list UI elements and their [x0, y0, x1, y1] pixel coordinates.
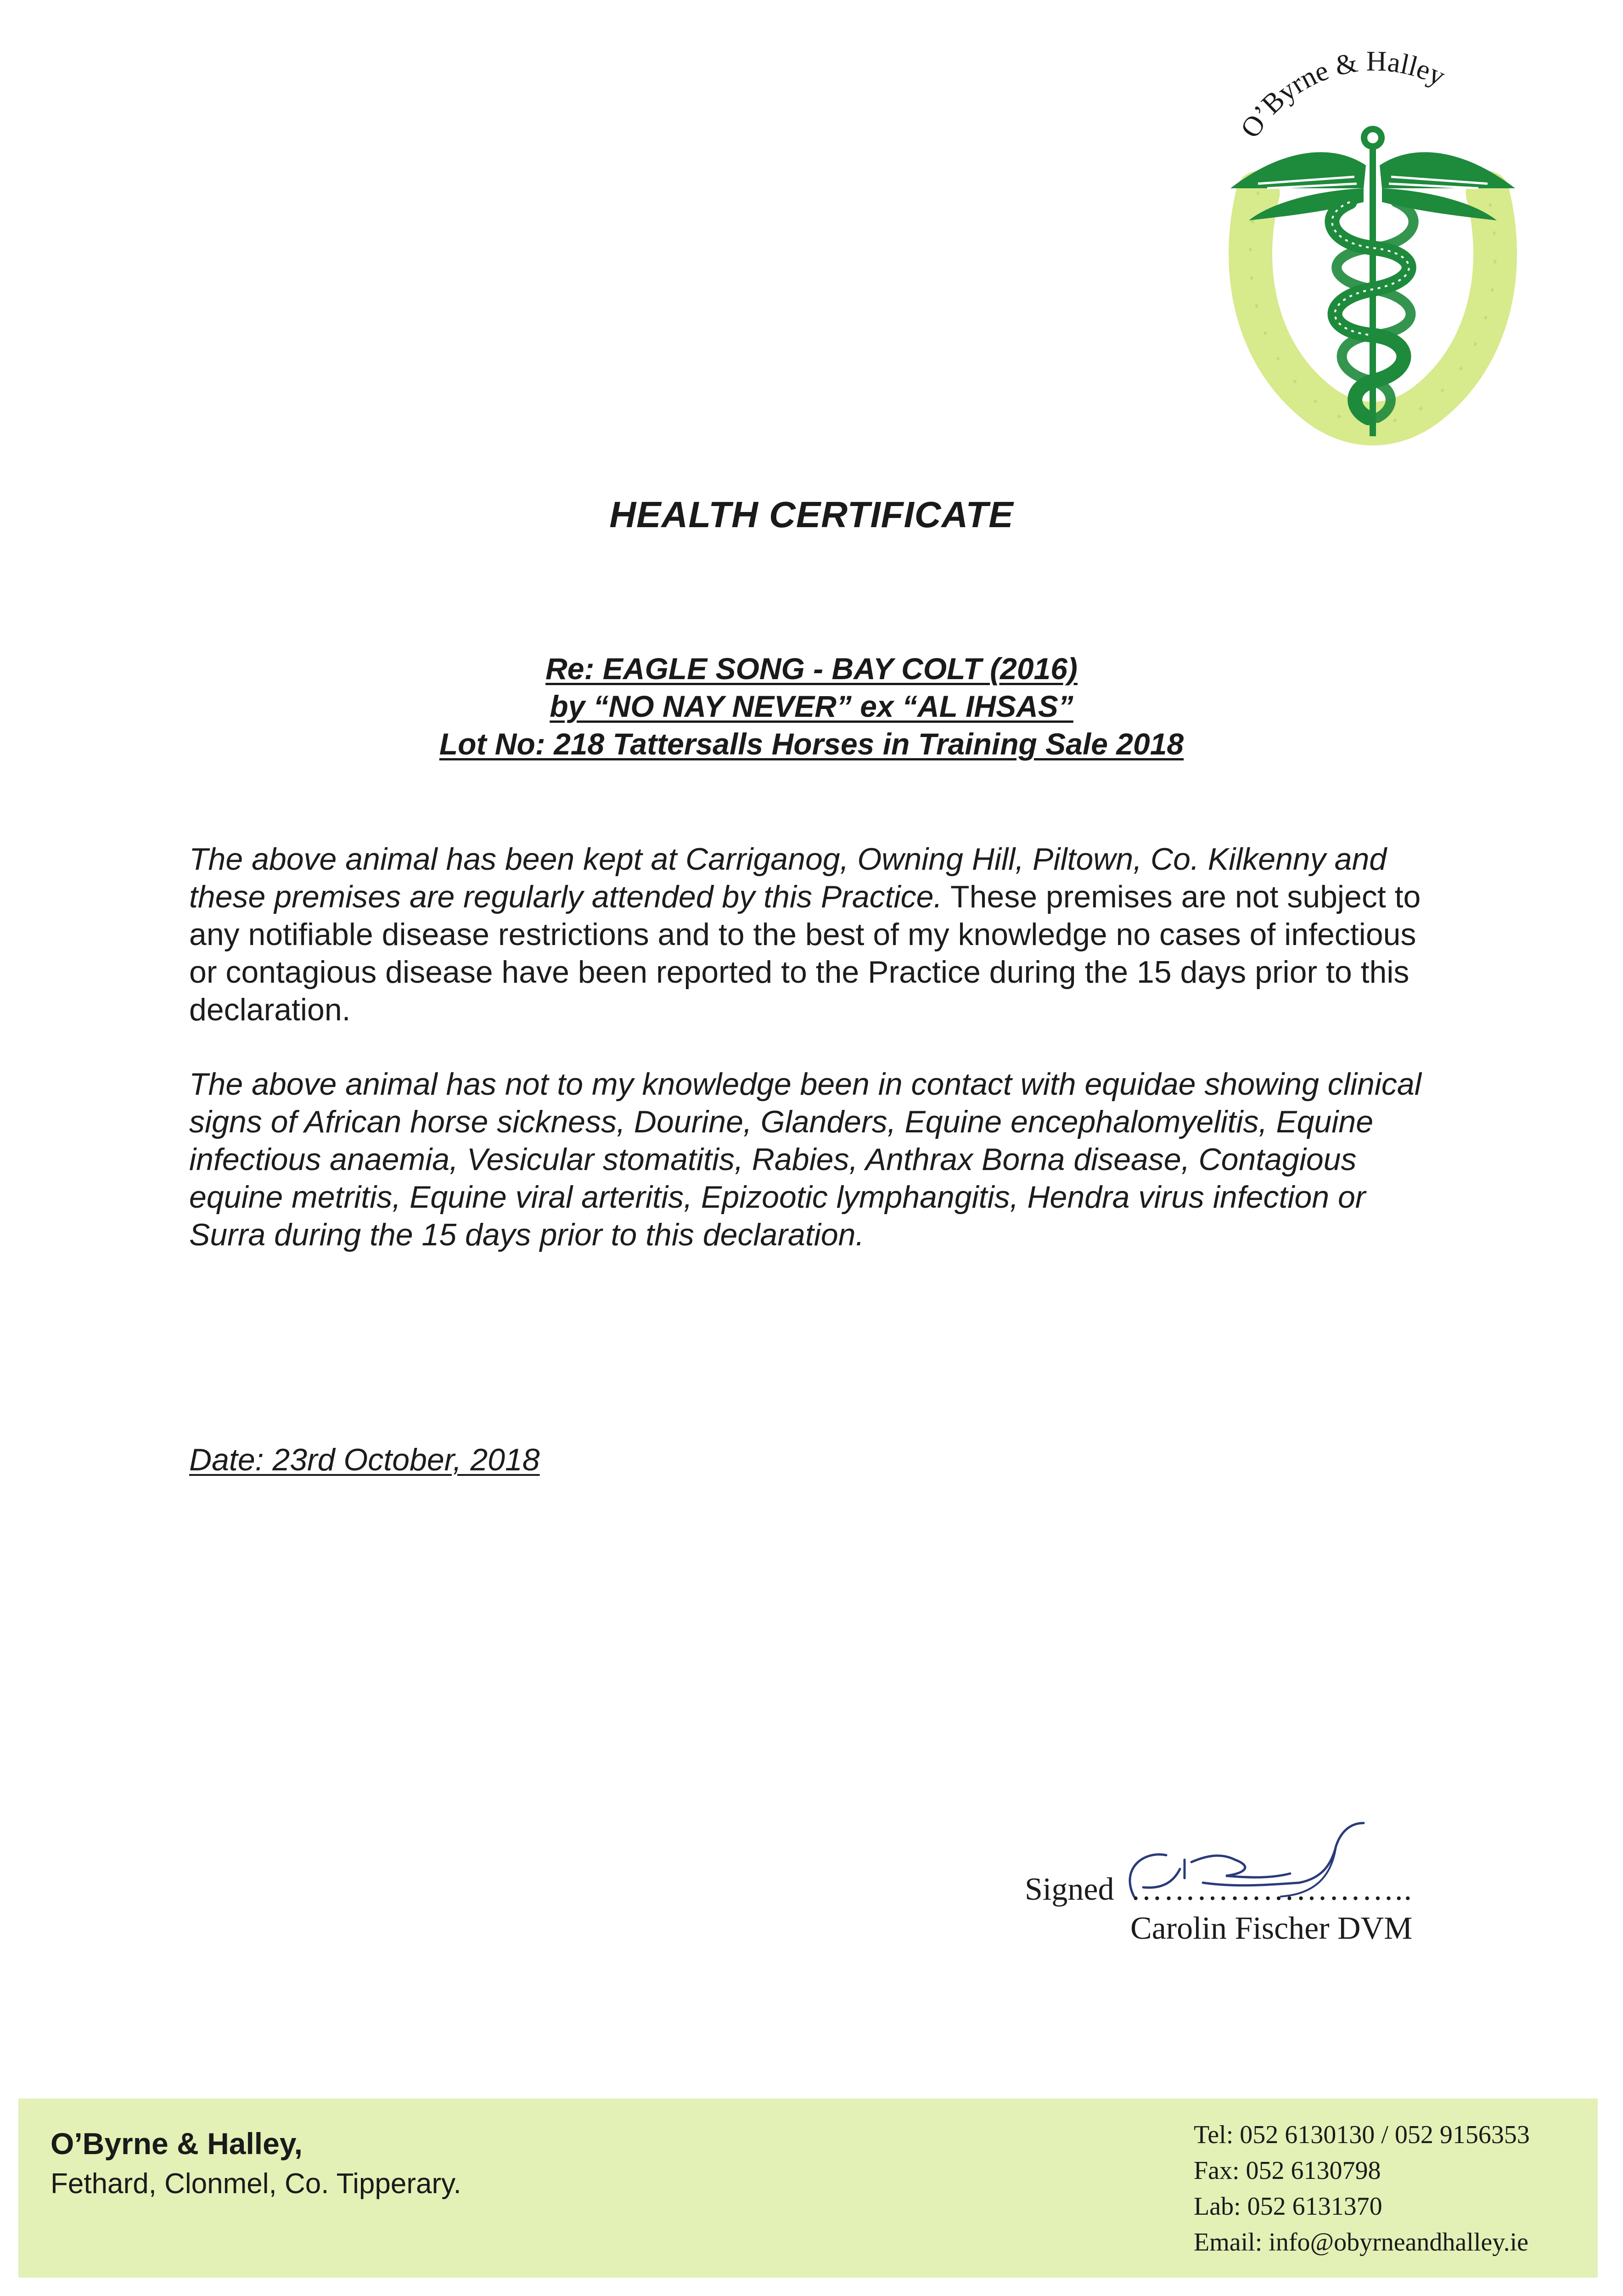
disease-contact-paragraph: The above animal has not to my knowledge been in contact with equidae showing clinical signs of African horse sickness, Dourine, Glanders, Equine encephalomyelitis, Equine infectious anaemia, Vesicular stomatitis, Rabies, Anthrax Borna disease, Contagious equine metritis, Equine viral arteritis, Epizootic lymphangitis, Hendra virus infection or Surra during the 15 days prior to this declaration. [189, 1067, 1421, 1252]
premises-paragraph [189, 840, 1438, 1029]
premises-paragraph-italic: The above animal has been kept at Carriganog, Owning Hill, Piltown, Co. Kilkenny and these premises are regularly attended by this Practice. [189, 842, 1387, 914]
signature-line: …………………….. [1130, 1872, 1413, 1907]
footer-fax: Fax: 052 6130798 [1194, 2156, 1381, 2185]
letterhead-footer [18, 2099, 1598, 2278]
caduceus-logo-icon [1212, 51, 1533, 455]
certificate-date: Date: 23rd October, 2018 [189, 1442, 540, 1477]
footer-contacts [1194, 2117, 1530, 2260]
practice-logo [1212, 51, 1533, 455]
subject-line-breeding: by “NO NAY NEVER” ex “AL IHSAS” [550, 689, 1073, 723]
certificate-title [0, 494, 1623, 536]
signed-label: Signed [1025, 1872, 1114, 1907]
certificate-title-text: HEALTH CERTIFICATE [609, 494, 1014, 535]
footer-practice-name: O’Byrne & Halley, [51, 2127, 303, 2161]
signer-name: Carolin Fischer DVM [1130, 1911, 1413, 1946]
subject-block [0, 650, 1623, 763]
svg-text:O’Byrne & Halley: O’Byrne & Halley [1234, 51, 1450, 144]
subject-line-horse: Re: EAGLE SONG - BAY COLT (2016) [545, 652, 1078, 686]
footer-lab: Lab: 052 6131370 [1194, 2192, 1382, 2221]
footer-email: Email: info@obyrneandhalley.ie [1194, 2228, 1529, 2257]
footer-tel: Tel: 052 6130130 / 052 9156353 [1194, 2121, 1530, 2149]
subject-line-lot: Lot No: 218 Tattersalls Horses in Training Sale 2018 [439, 727, 1184, 761]
footer-address: Fethard, Clonmel, Co. Tipperary. [51, 2168, 461, 2200]
premises-paragraph-regular: These premises are not subject to any notifiable disease restrictions and to the best of my knowledge no cases of infectious or contagious disease have been reported to the Practice during the 15 days prior to this declaration. [189, 879, 1421, 1027]
